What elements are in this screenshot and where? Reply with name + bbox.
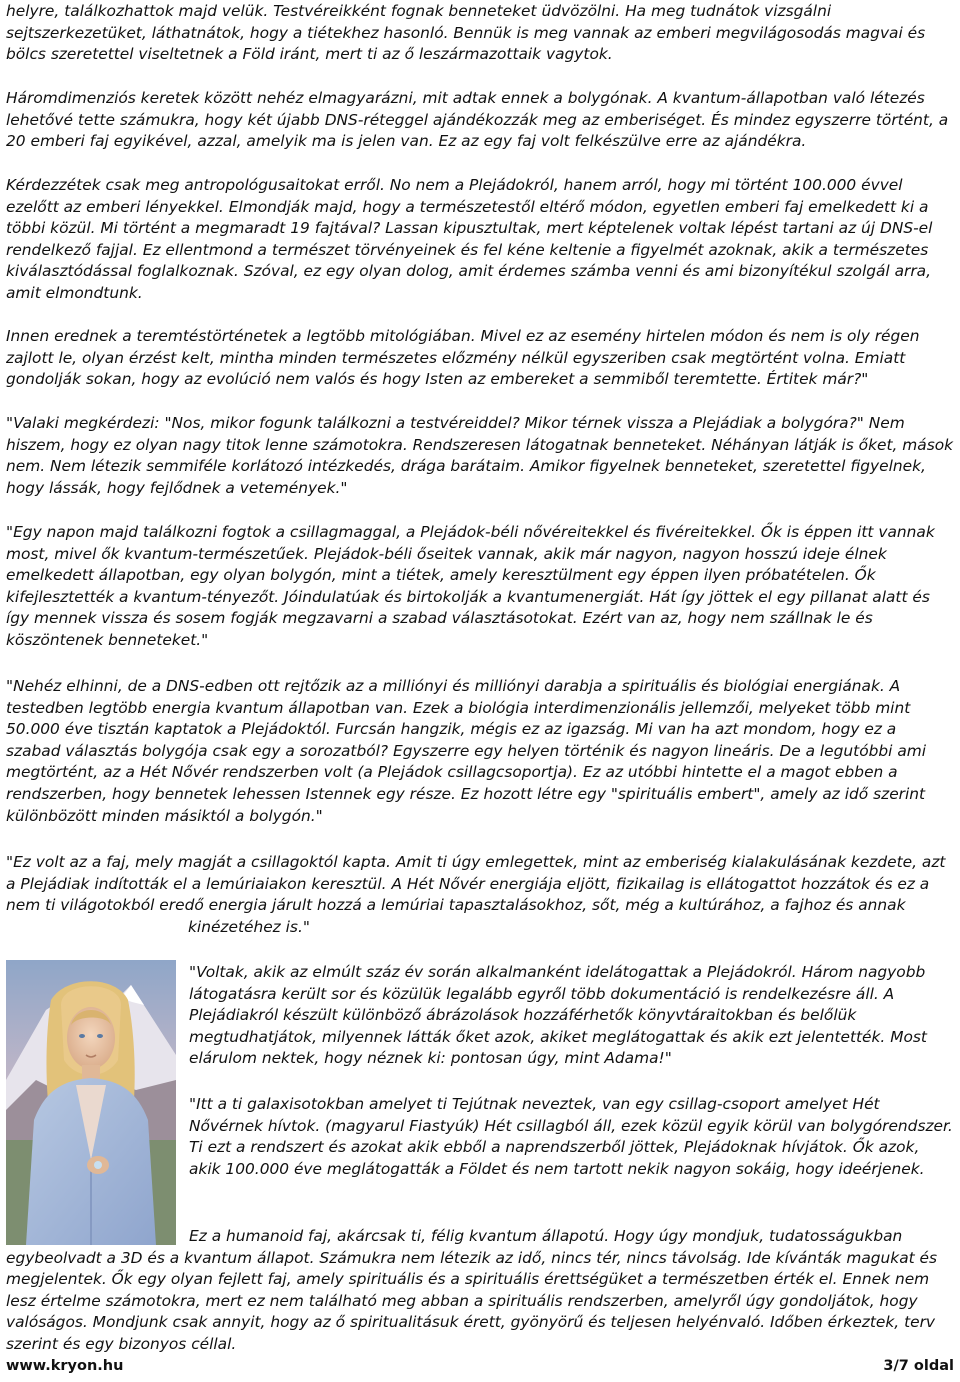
paragraph-tail: kinézetéhez is." (188, 917, 310, 936)
paragraph-creation: Innen erednek a teremtéstörténetek a legtöbb mitológiában. Mivel ez az esemény hirtelen módon és nem is oly régen zajlott le, olyan érzést kelt, mintha minden természetes előzmény nélkül egyszeriben csak megtörtént volna. Emiatt gondolják sokan, hogy az evolúció nem valós és hogy Isten az embereket a semmiből teremtette. Értitek már?" (6, 327, 920, 389)
footer-site-link[interactable]: www.kryon.hu (6, 1358, 124, 1374)
paragraph-dna: "Nehéz elhinni, de a DNS-edben ott rejtőzik az a milliónyi és milliónyi darabja a spirituális és biológiai energiának. A testedben legtöbb energia kvantum állapotban van. Ezek a biológia interdimenzionális jellemzői, melyeket több mint 50.000 éve tisztán kaptatok a Plejádoktól. Furcsán hangzik, mégis ez az igazság. Mi van ha azt mondom, hogy ez a szabad választás bolygója csak egy a sorozatból? Egyszerre egy helyen történik és nagyon lineáris. De a legutóbbi ami megtörtént, az a Hét Nővér rendszerben volt (a Plejádok csillagcsoportja). Ez az utóbbi hintette el a magot ebben a rendszerben, hogy bennetek lehessen Istennek egy része. Ez hozott létre egy "spirituális embert", amely az idő szerint különbözött minden másiktól a bolygón." (6, 677, 927, 825)
paragraph-text: egybeolvadt a 3D és a kvantum állapot. Számukra nem létezik az idő, nincs tér, nincs távolság. Ide kívánták magukat és megjelentek. Ők egy olyan fejlett faj, amely spirituális és a spirituális érettségüket a természetben érték el. Ennek nem lesz értelme számotokra, mert ez nem található meg abban a spirituális rendszerben, amelyről úgy gondoljátok, hogy valóságos. Mondjunk csak annyit, hogy az ő spiritualitásuk érett, gyönyörű és teljesen helyénvaló. Időben érkeztek, terv szerint és egy bizonyos céllal. (6, 1248, 938, 1353)
portrait-image (6, 960, 176, 1245)
paragraph-anthropologists: Kérdezzétek csak meg antropológusaitokat erről. No nem a Plejádokról, hanem arról, hogy mi történt 100.000 évvel ezelőtt az emberi lényekkel. Elmondják majd, hogy a természetestől eltérő módon, egyetlen emberi faj emelkedett ki a többi közül. Mi történt a megmaradt 19 fajtával? Lassan kipusztultak, mert képtelenek voltak lépést tartani az új DNS-el rendelkező fajjal. Ez ellentmond a természet törvényeinek és fel kéne keltenie a figyelmét azoknak, akik a természetes kiválasztódással foglalkoznak. Szóval, ez egy olyan dolog, amit érdemes számba venni és ami bizonyítékul szolgál arra, amit elmondtunk. (6, 176, 933, 302)
paragraph-seven-sisters: "Itt a ti galaxisotokban amelyet ti Tejútnak neveztek, van egy csillag-csoport amelyet Hét Nővérnek hívtok. (magyarul Fiastyúk) Hét csillagból áll, ezek közül egyik körül van bolygórendszer. Ti ezt a rendszert és azokat akik ebből a naprendszerből jöttek, Plejádoknak hívjátok. Ők azok, akik 100.000 éve meglátogatták a Földet és nem tartott nekik nagyon sokáig, hogy ideérjenek. (189, 1095, 953, 1178)
footer-page-number: 3/7 oldal (883, 1358, 954, 1374)
page-footer (6, 1356, 954, 1376)
paragraph-starseed: "Egy napon majd találkozni fogtok a csillagmaggal, a Plejádok-béli nővéreitekkel és fivéreitekkel. Ők is éppen itt vannak most, mivel ők kvantum-természetűek. Plejádok-béli őseitek vannak, akik már nagyon, nagyon hosszú ideje élnek emelkedett állapotban, egy olyan bolygón, mint a tiétek, amely keresztülment egy éppen ilyen próbatételen. Ők kifejlesztették a kvantum-tényezőt. Jóindulatúak és birtokolják a kvantumenergiát. Hát így jöttek el egy pillanat alatt és így mennek vissza és sosem fogják megzavarni a szabad választásotokat. Ezért van az, hogy nem szállnak le és köszöntenek benneteket." (6, 523, 935, 649)
paragraph-text: helyre, találkozhattok majd velük. Testvéreikként fognak benneteket üdvözölni. Ha meg tudnátok vizsgálni sejtszerkezetüket, láthatnátok, hogy a tiétekhez hasonló. Bennük is meg vannak az emberi megvilágosodás magvai és bölcs szeretettel viseltetnek a Föld iránt, mert ti az ő leszármazottaik vagytok. (6, 2, 926, 64)
paragraph-humanoid (6, 1226, 954, 1356)
paragraph-text: "Ez volt az a faj, mely magját a csillagoktól kapta. Amit ti úgy emlegettek, mint az emberiség kialakulásának kezdete, azt a Plejádiak indították el a lemúriaiakon keresztül. A Hét Nővér energiája eljött, fizikailag is ellátogattot hozzátok és ez a nem ti világotokból eredő energia járult hozzá a lemúriai tapasztalásokhoz, sőt, még a kultúrához, a fajhoz és annak (6, 853, 946, 915)
paragraph-lemuria (6, 852, 954, 938)
paragraph-question: "Valaki megkérdezi: "Nos, mikor fogunk találkozni a testvéreiddel? Mikor térnek vissza a Plejádiak a bolygóra?" Nem hiszem, hogy ez olyan nagy titok lenne számotokra. Rendszeresen látogatnak benneteket. Néhányan látják is őket, mások nem. Nem létezik semmiféle korlátozó intézkedés, drága barátaim. Amikor figyelnek benneteket, szeretettel figyelnek, hogy lássák, hogy fejlődnek a vetemények." (6, 414, 954, 497)
paragraph-visits: "Voltak, akik az elmúlt száz év során alkalmanként idelátogattak a Plejádokról. Három nagyobb látogatásra került sor és közülük legalább egyről több dokumentáció is rendelkezésre áll. A Plejádiakról készült különböző ábrázolások hozzáférhetők könyvtáraitokban és belőlük megtudhatjátok, milyennek látták őket azok, akiket meglátogattak és akik ezt jelentették. Most elárulom nektek, hogy néznek ki: pontosan úgy, mint Adama!" (189, 963, 927, 1068)
paragraph-intro (6, 1, 954, 66)
paragraph-first-line: Ez a humanoid faj, akárcsak ti, félig kvantum állapotú. Hogy úgy mondjuk, tudatosságukban (189, 1227, 903, 1245)
paragraph-dimensions: Háromdimenziós keretek között nehéz elmagyarázni, mit adtak ennek a bolygónak. A kvantum-állapotban való létezés lehetővé tette számukra, hogy két újabb DNS-réteggel ajándékozzák meg az emberiséget. És mindez egyszerre történt, a 20 emberi faj egyikével, azzal, amelyik ma is jelen van. Ez az egy faj volt felkészülve erre az ajándékra. (6, 89, 949, 151)
